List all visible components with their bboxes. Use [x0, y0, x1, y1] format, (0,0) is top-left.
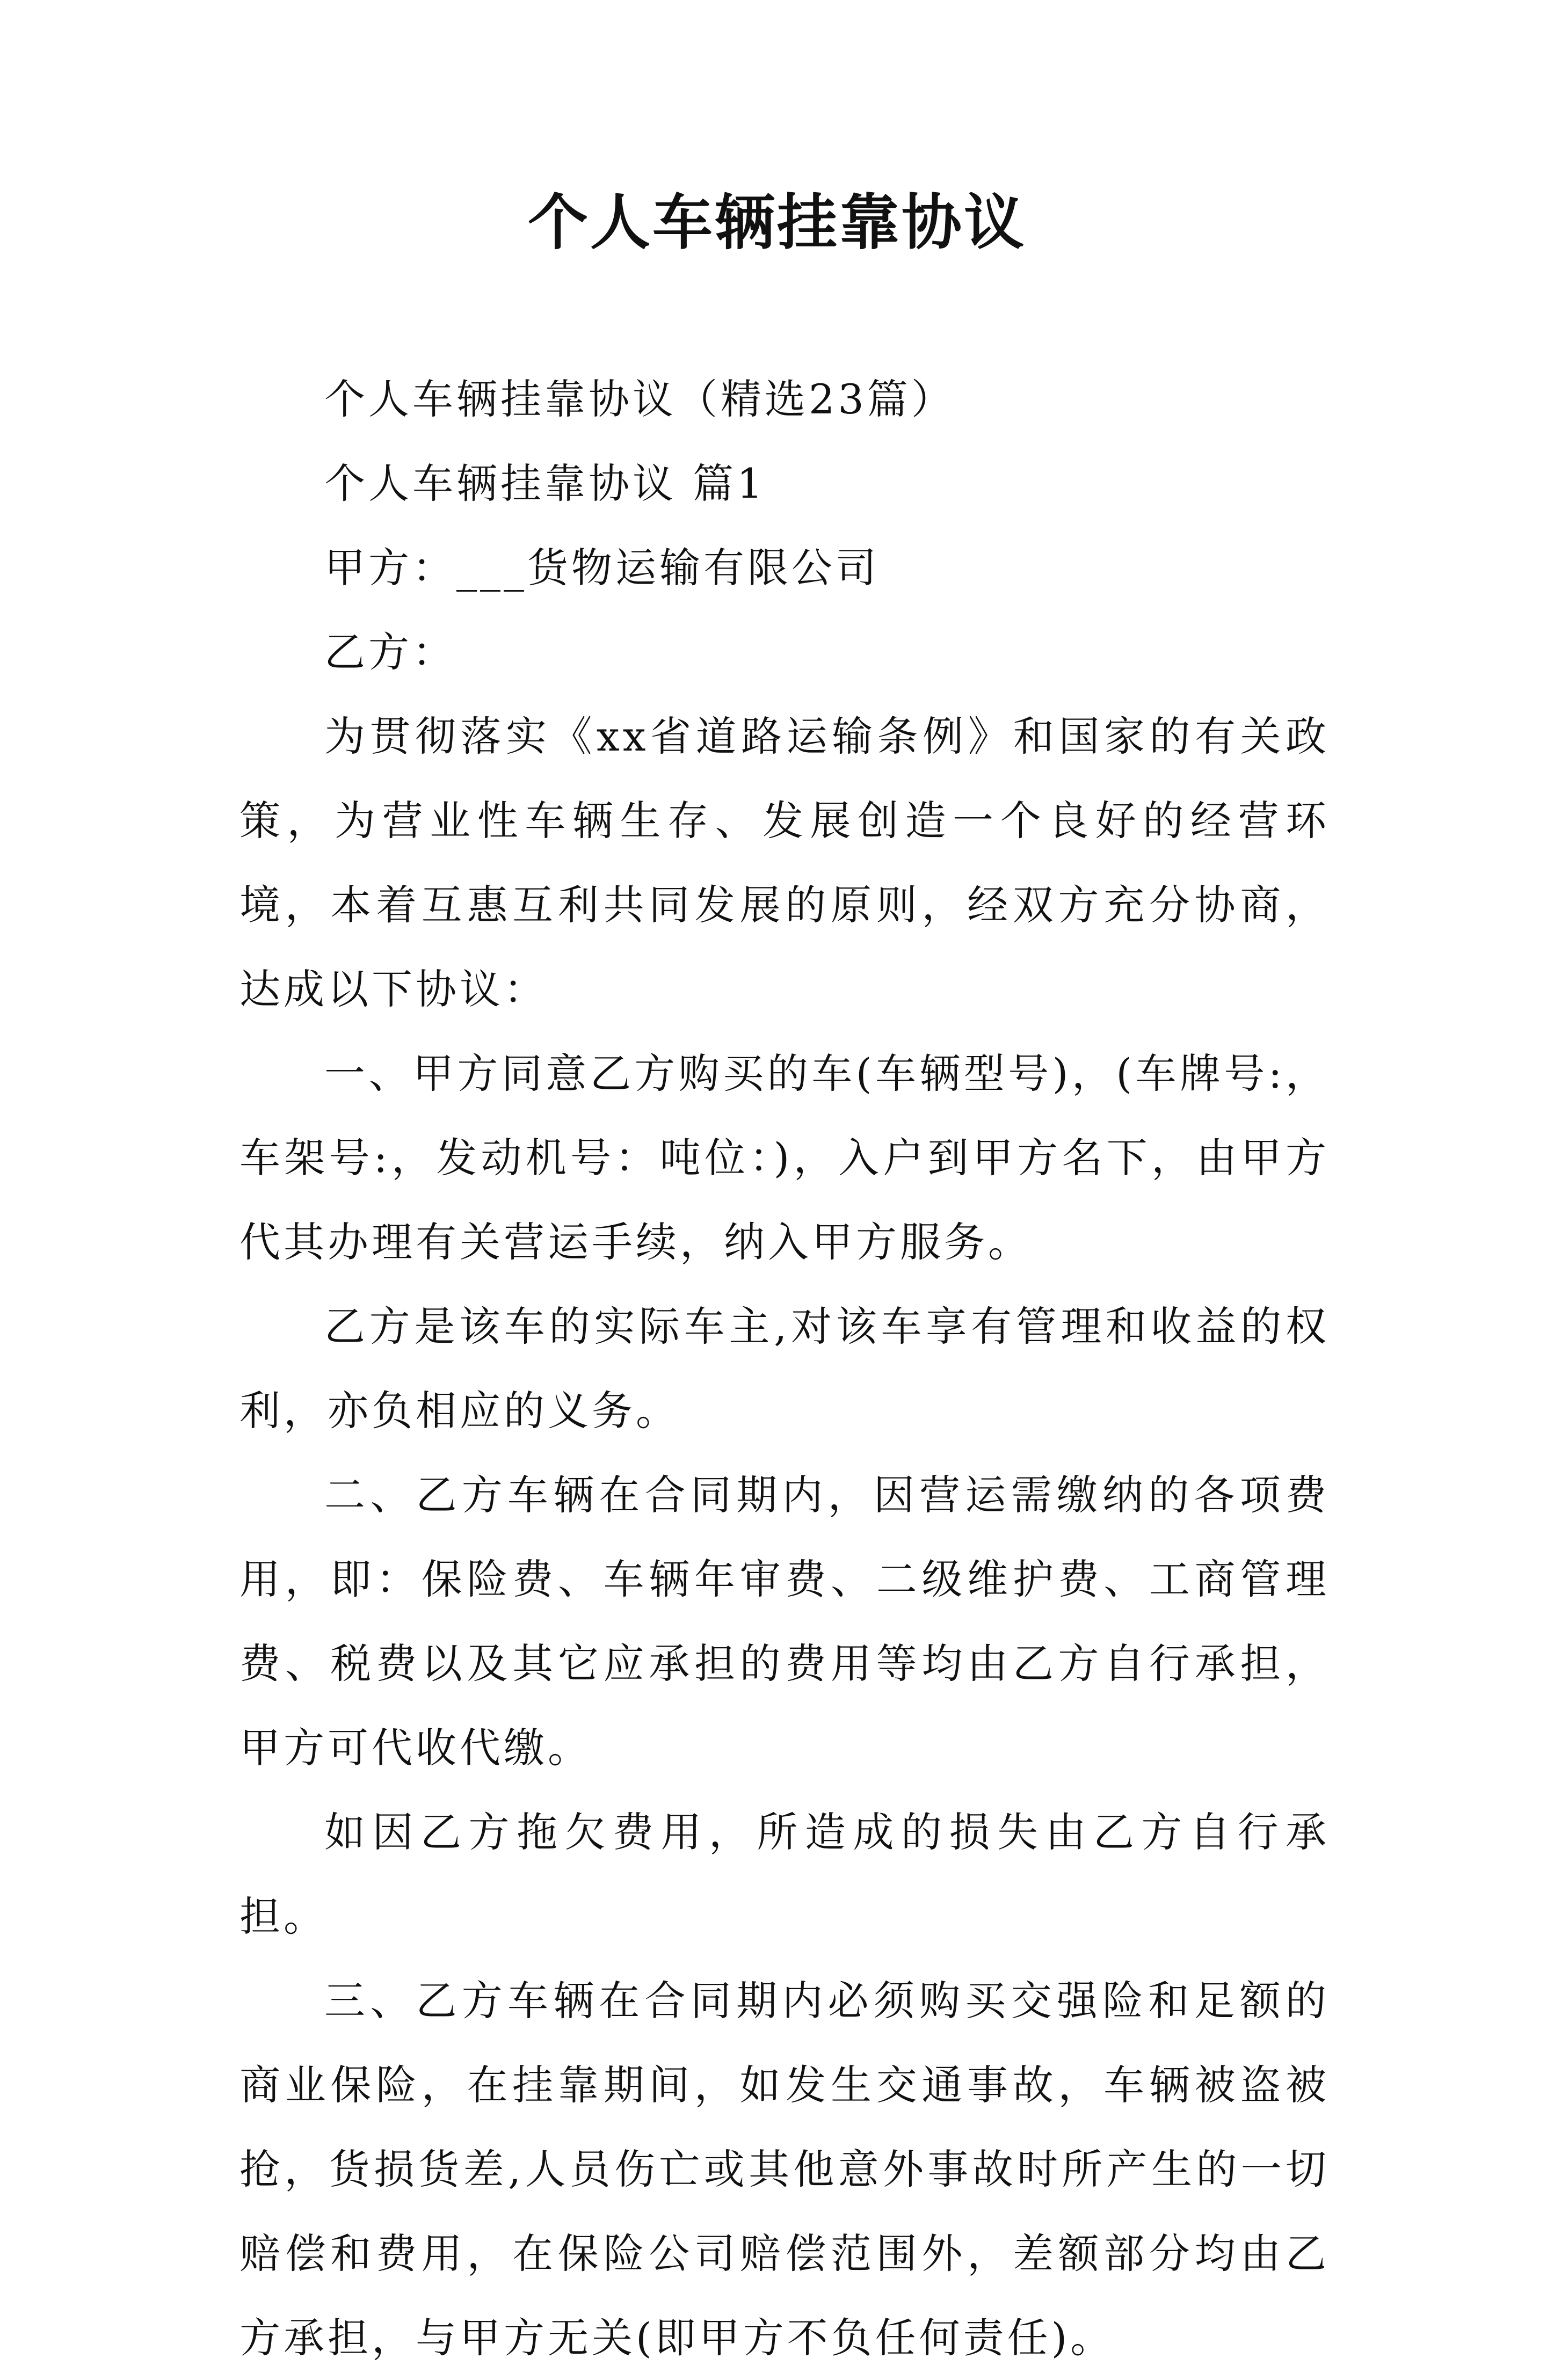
paragraph-clause-2: 二、乙方车辆在合同期内，因营运需缴纳的各项费用，即：保险费、车辆年审费、二级维护费、工商管理费、税费以及其它应承担的费用等均由乙方自行承担，甲方可代收代缴。: [239, 1471, 1330, 1772]
document-subtitle: 个人车辆挂靠协议（精选23篇）: [324, 375, 955, 423]
document-title: 个人车辆挂靠协议: [528, 187, 1026, 258]
paragraph-clause-1: 一、甲方同意乙方购买的车(车辆型号)，(车牌号:，车架号:，发动机号：吨位：)，入户到甲方名下，由甲方代其办理有关营运手续，纳入甲方服务。: [239, 1050, 1330, 1266]
party-a-line: 甲方：___货物运输有限公司: [324, 544, 880, 592]
document-body: [239, 357, 1330, 2380]
paragraph-arrears: 如因乙方拖欠费用，所造成的损失由乙方自行承担。: [239, 1808, 1330, 1940]
paragraph-preamble: 为贯彻落实《xx省道路运输条例》和国家的有关政策，为营业性车辆生存、发展创造一个良好的经营环境，本着互惠互利共同发展的原则，经双方充分协商，达成以下协议：: [239, 712, 1330, 1013]
paragraph-clause-3: 三、乙方车辆在合同期内必须购买交强险和足额的商业保险，在挂靠期间，如发生交通事故，车辆被盗被抢，货损货差,人员伤亡或其他意外事故时所产生的一切赔偿和费用，在保险公司赔偿范围外，差额部分均由乙方承担，与甲方无关(即甲方不负任何责任)。: [239, 1977, 1330, 2362]
party-b-line: 乙方：: [324, 628, 456, 676]
section-heading: 个人车辆挂靠协议 篇1: [324, 460, 766, 507]
paragraph-owner-rights: 乙方是该车的实际车主,对该车享有管理和收益的权利，亦负相应的义务。: [239, 1302, 1330, 1435]
